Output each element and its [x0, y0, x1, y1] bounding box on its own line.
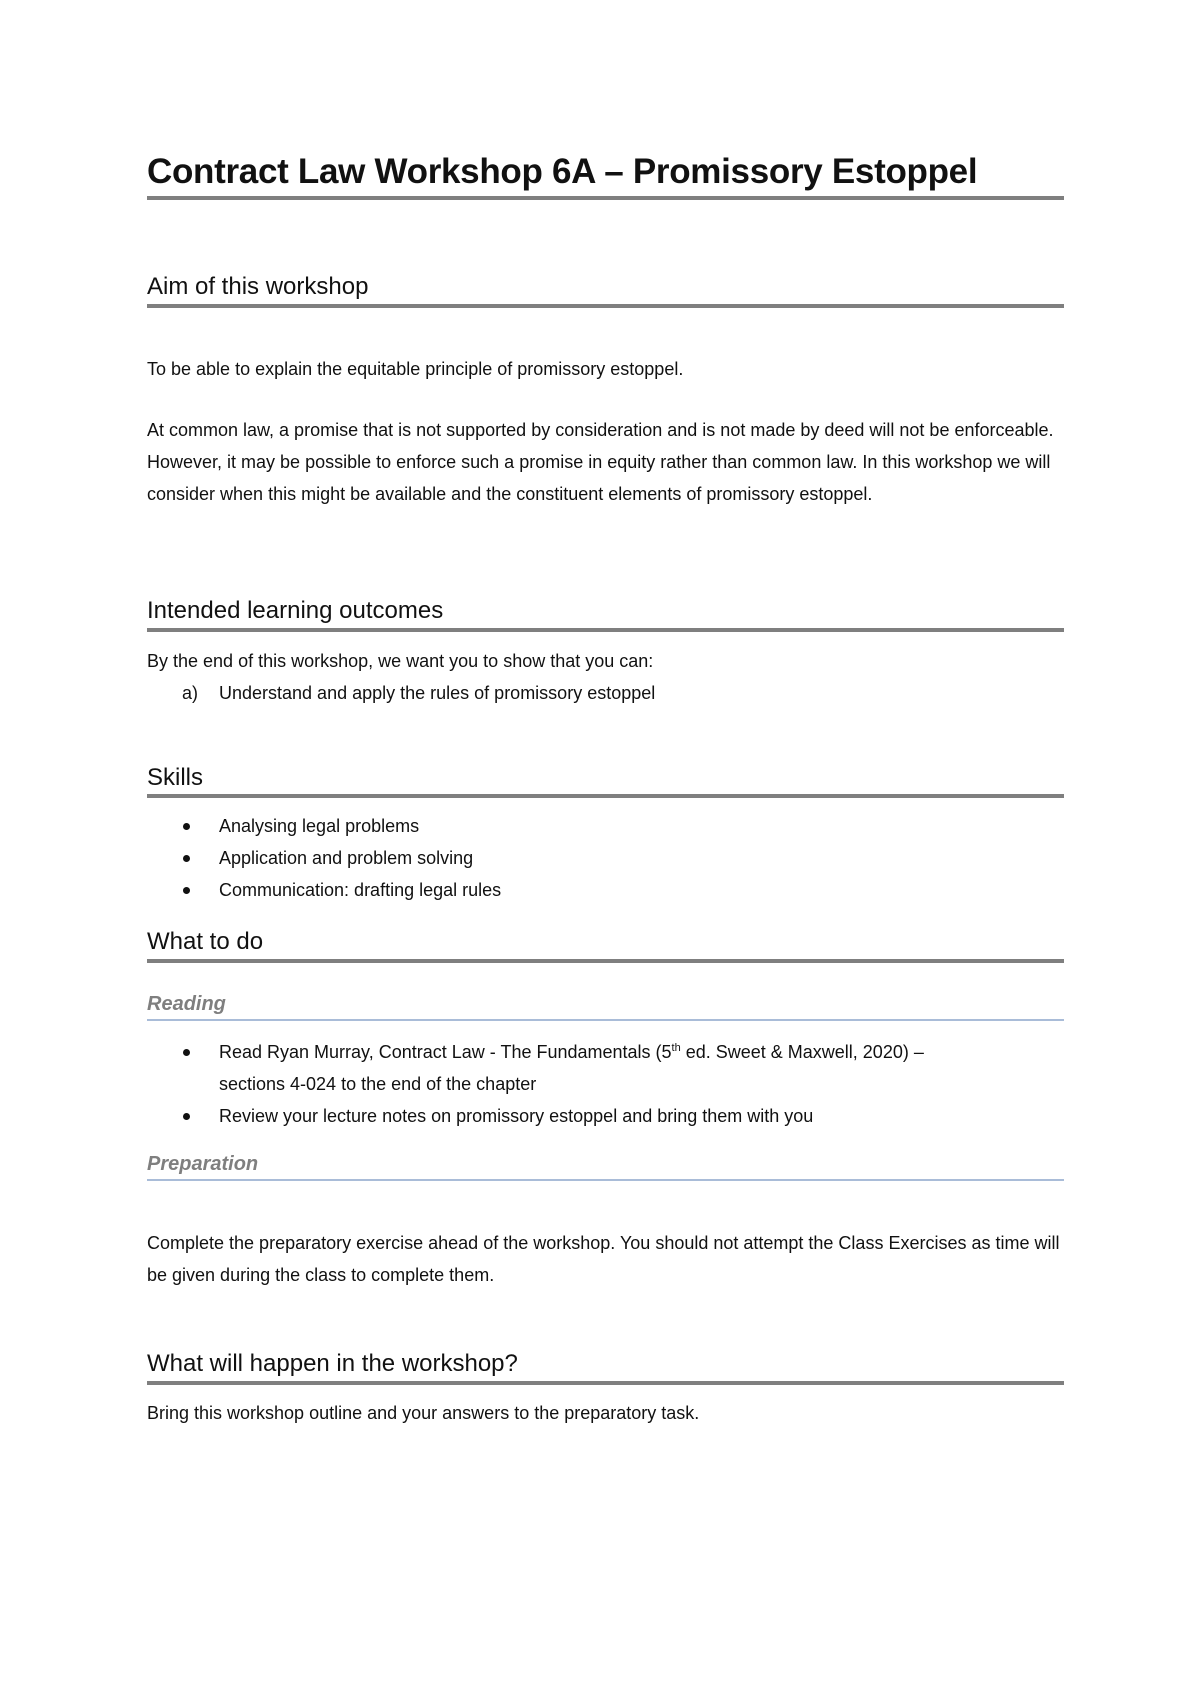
aim-body-paragraph: At common law, a promise that is not supported by consideration and is not made by deed will not be enforceable. However, it may be possible to enforce such a promise in equity rather than common law. In this workshop we will consider when this might be available and the constituent elements of promissory estoppel.: [147, 420, 1054, 504]
bullet-icon: [183, 887, 190, 894]
skill-text: Analysing legal problems: [219, 816, 420, 836]
skills-heading-rule: [147, 794, 1064, 798]
skills-list: [147, 810, 501, 906]
happen-heading-rule: [147, 1381, 1064, 1385]
outcomes-heading: Intended learning outcomes: [147, 597, 444, 624]
what-to-do-heading-rule: [147, 959, 1064, 963]
preparation-heading: Preparation: [147, 1153, 259, 1175]
aim-heading: Aim of this workshop: [147, 273, 369, 300]
reading-text-part: Read Ryan Murray, Contract Law - The Fundamentals (5: [219, 1042, 672, 1062]
outcome-marker: a): [182, 683, 199, 703]
outcome-item: [147, 677, 655, 709]
outcomes-intro: By the end of this workshop, we want you to show that you can:: [147, 651, 654, 671]
preparation-heading-rule: [147, 1179, 1064, 1181]
reading-list-item: [147, 1100, 924, 1132]
reading-text: Review your lecture notes on promissory estoppel and bring them with you: [219, 1106, 814, 1126]
aim-heading-rule: [147, 304, 1064, 308]
skill-text: Communication: drafting legal rules: [219, 880, 502, 900]
title-underline: [147, 196, 1064, 200]
happen-paragraph: Bring this workshop outline and your answers to the preparatory task.: [147, 1403, 700, 1423]
reading-text-part: ed. Sweet & Maxwell, 2020) –: [680, 1042, 924, 1062]
outcomes-list: [147, 677, 655, 709]
reading-list: [147, 1036, 924, 1132]
outcome-text: Understand and apply the rules of promissory estoppel: [219, 683, 656, 703]
skills-list-item: [147, 810, 501, 842]
happen-heading: What will happen in the workshop?: [147, 1350, 518, 1377]
reading-text-line2: sections 4-024 to the end of the chapter: [219, 1074, 537, 1094]
outcomes-heading-rule: [147, 628, 1064, 632]
aim-intro-paragraph: To be able to explain the equitable principle of promissory estoppel.: [147, 359, 684, 379]
reading-superscript: th: [671, 1042, 681, 1054]
skills-list-item: [147, 842, 501, 874]
document-title: Contract Law Workshop 6A – Promissory Estoppel: [147, 152, 978, 191]
bullet-icon: [183, 855, 190, 862]
skills-heading: Skills: [147, 764, 204, 791]
what-to-do-heading: What to do: [147, 928, 264, 955]
bullet-icon: [183, 1049, 190, 1056]
skill-text: Application and problem solving: [219, 848, 474, 868]
reading-heading-rule: [147, 1019, 1064, 1021]
bullet-icon: [183, 1113, 190, 1120]
skills-list-item: [147, 874, 501, 906]
preparation-paragraph: Complete the preparatory exercise ahead of the workshop. You should not attempt the Class Exercises as time will be given during the class to complete them.: [147, 1233, 1060, 1285]
reading-heading: Reading: [147, 993, 226, 1015]
bullet-icon: [183, 823, 190, 830]
reading-list-item: [147, 1036, 924, 1100]
